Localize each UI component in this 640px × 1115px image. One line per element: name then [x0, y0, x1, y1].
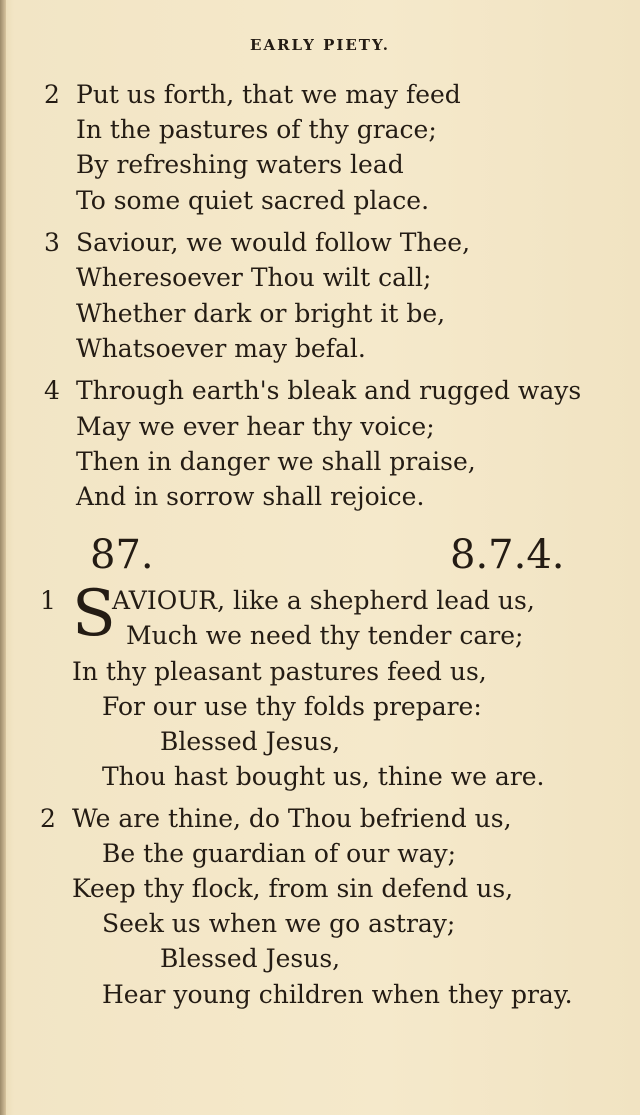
verse-line: Whether dark or bright it be,	[76, 299, 446, 328]
verse-line: AVIOUR, like a shepherd lead us,	[112, 586, 535, 615]
verse-line: May we ever hear thy voice;	[76, 412, 435, 441]
verse-refrain: Blessed Jesus,	[160, 727, 341, 756]
verse-number: 2	[40, 804, 56, 833]
verse-line: For our use thy folds prepare:	[102, 692, 482, 721]
verse-line: Much we need thy tender care;	[126, 621, 524, 650]
verse-line: Thou hast bought us, thine we are.	[102, 762, 545, 791]
verse-line: And in sorrow shall rejoice.	[76, 482, 425, 511]
verse-line: In thy pleasant pastures feed us,	[72, 657, 487, 686]
verse-line: In the pastures of thy grace;	[76, 115, 437, 144]
verse-number: 1	[40, 586, 56, 615]
page-gutter	[0, 0, 6, 1115]
verse-refrain: Blessed Jesus,	[160, 944, 341, 973]
verse-line: Whatsoever may befal.	[76, 334, 366, 363]
verse-line: Keep thy flock, from sin defend us,	[72, 874, 514, 903]
running-head: EARLY PIETY.	[250, 36, 390, 54]
verse-line: By refreshing waters lead	[76, 150, 404, 179]
verse-number: 2	[44, 80, 60, 109]
drop-cap: S	[72, 577, 116, 651]
verse-line: Through earth's bleak and rugged ways	[76, 376, 582, 405]
verse-line: Then in danger we shall praise,	[76, 447, 476, 476]
verse-line: To some quiet sacred place.	[76, 186, 430, 215]
verse-line: Be the guardian of our way;	[102, 839, 457, 868]
verse-line: Seek us when we go astray;	[102, 909, 456, 938]
verse-line: We are thine, do Thou befriend us,	[72, 804, 512, 833]
hymn-meter: 8.7.4.	[450, 532, 565, 578]
verse-line: Hear young children when they pray.	[102, 980, 573, 1009]
verse-line: Put us forth, that we may feed	[76, 80, 461, 109]
verse-number: 3	[44, 228, 60, 257]
hymn-number: 87.	[90, 532, 154, 578]
verse-number: 4	[44, 376, 60, 405]
verse-line: Saviour, we would follow Thee,	[76, 228, 471, 257]
verse-line: Wheresoever Thou wilt call;	[76, 263, 432, 292]
